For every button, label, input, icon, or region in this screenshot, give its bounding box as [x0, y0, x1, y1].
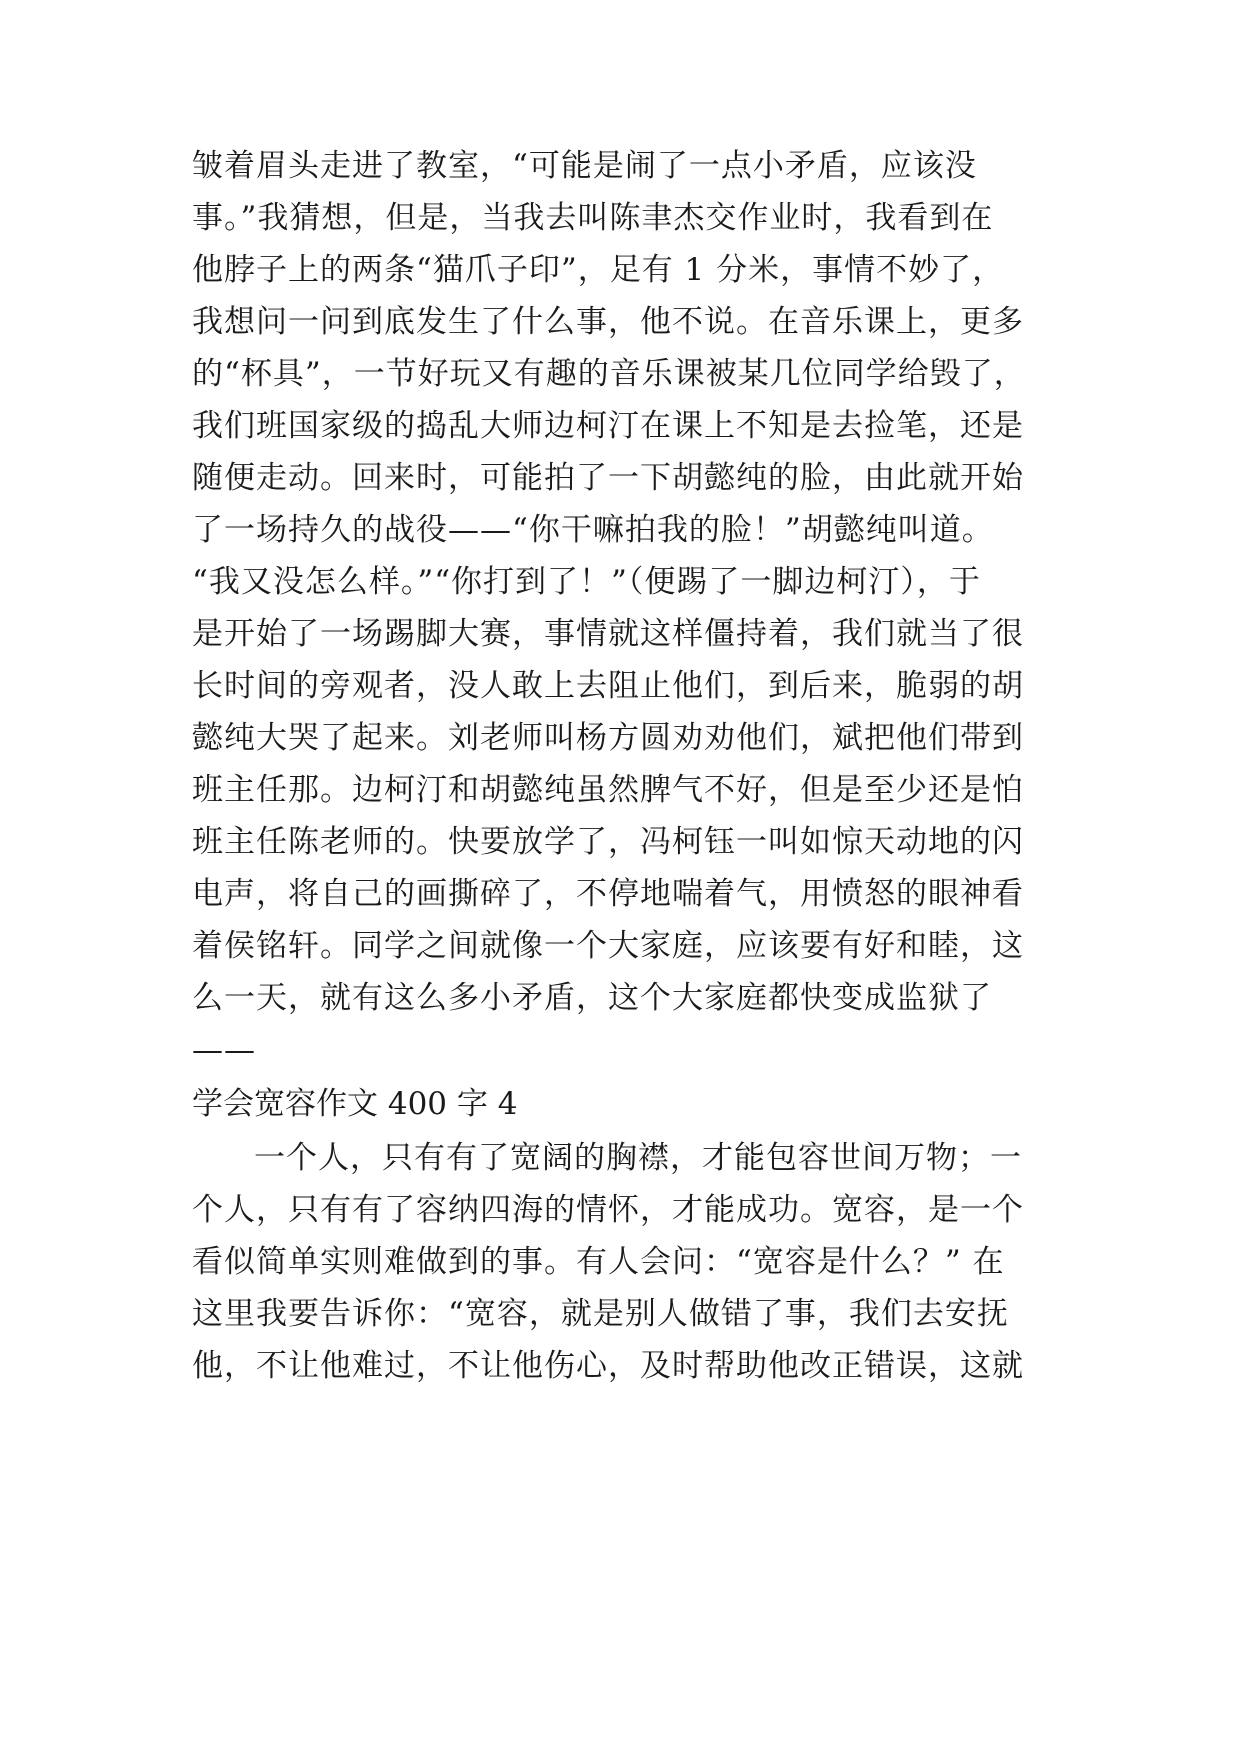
section-heading: 学会宽容作文 400 字 4 — [192, 1086, 518, 1122]
paragraph-line: 我们班国家级的捣乱大师边柯汀在课上不知是去捡笔，还是 — [192, 408, 1024, 444]
paragraph-line: 他，不让他难过，不让他伤心，及时帮助他改正错误，这就 — [192, 1348, 1024, 1384]
paragraph-line: 了一场持久的战役——“你干嘛拍我的脸！”胡懿纯叫道。 — [192, 512, 994, 548]
paragraph-line: —— — [192, 1032, 256, 1068]
paragraph-line: “我又没怎么样。”“你打到了！”（便踢了一脚边柯汀），于 — [192, 564, 981, 600]
paragraph-line: 看似简单实则难做到的事。有人会问：“宽容是什么？” 在 — [192, 1244, 1005, 1280]
paragraph-line: 个人，只有有了容纳四海的情怀，才能成功。宽容，是一个 — [192, 1192, 1024, 1228]
paragraph-line: 懿纯大哭了起来。刘老师叫杨方圆劝劝他们，斌把他们带到 — [192, 720, 1024, 756]
paragraph-line: 他脖子上的两条“猫爪子印”，足有 1 分米，事情不妙了， — [192, 252, 1005, 288]
paragraph-line: 着侯铭轩。同学之间就像一个大家庭，应该要有好和睦，这 — [192, 928, 1024, 964]
paragraph-line: 皱着眉头走进了教室，“可能是闹了一点小矛盾，应该没 — [192, 148, 977, 184]
paragraph-line-indented: 一个人，只有有了宽阔的胸襟，才能包容世间万物；一 — [254, 1140, 1022, 1176]
paragraph-line: 我想问一问到底发生了什么事，他不说。在音乐课上，更多 — [192, 304, 1024, 340]
paragraph-line: 长时间的旁观者，没人敢上去阻止他们，到后来，脆弱的胡 — [192, 668, 1024, 704]
paragraph-line: 事。”我猜想，但是，当我去叫陈聿杰交作业时，我看到在 — [192, 200, 994, 236]
paragraph-line: 么一天，就有这么多小矛盾，这个大家庭都快变成监狱了 — [192, 980, 992, 1016]
paragraph-line: 是开始了一场踢脚大赛，事情就这样僵持着，我们就当了很 — [192, 616, 1024, 652]
paragraph-line: 这里我要告诉你：“宽容，就是别人做错了事，我们去安抚 — [192, 1296, 1009, 1332]
paragraph-line: 随便走动。回来时，可能拍了一下胡懿纯的脸，由此就开始 — [192, 460, 1024, 496]
paragraph-line: 班主任那。边柯汀和胡懿纯虽然脾气不好，但是至少还是怕 — [192, 772, 1024, 808]
paragraph-line: 的“杯具”，一节好玩又有趣的音乐课被某几位同学给毁了， — [192, 356, 1026, 392]
paragraph-line: 电声，将自己的画撕碎了，不停地喘着气，用愤怒的眼神看 — [192, 876, 1024, 912]
paragraph-line: 班主任陈老师的。快要放学了，冯柯钰一叫如惊天动地的闪 — [192, 824, 1024, 860]
